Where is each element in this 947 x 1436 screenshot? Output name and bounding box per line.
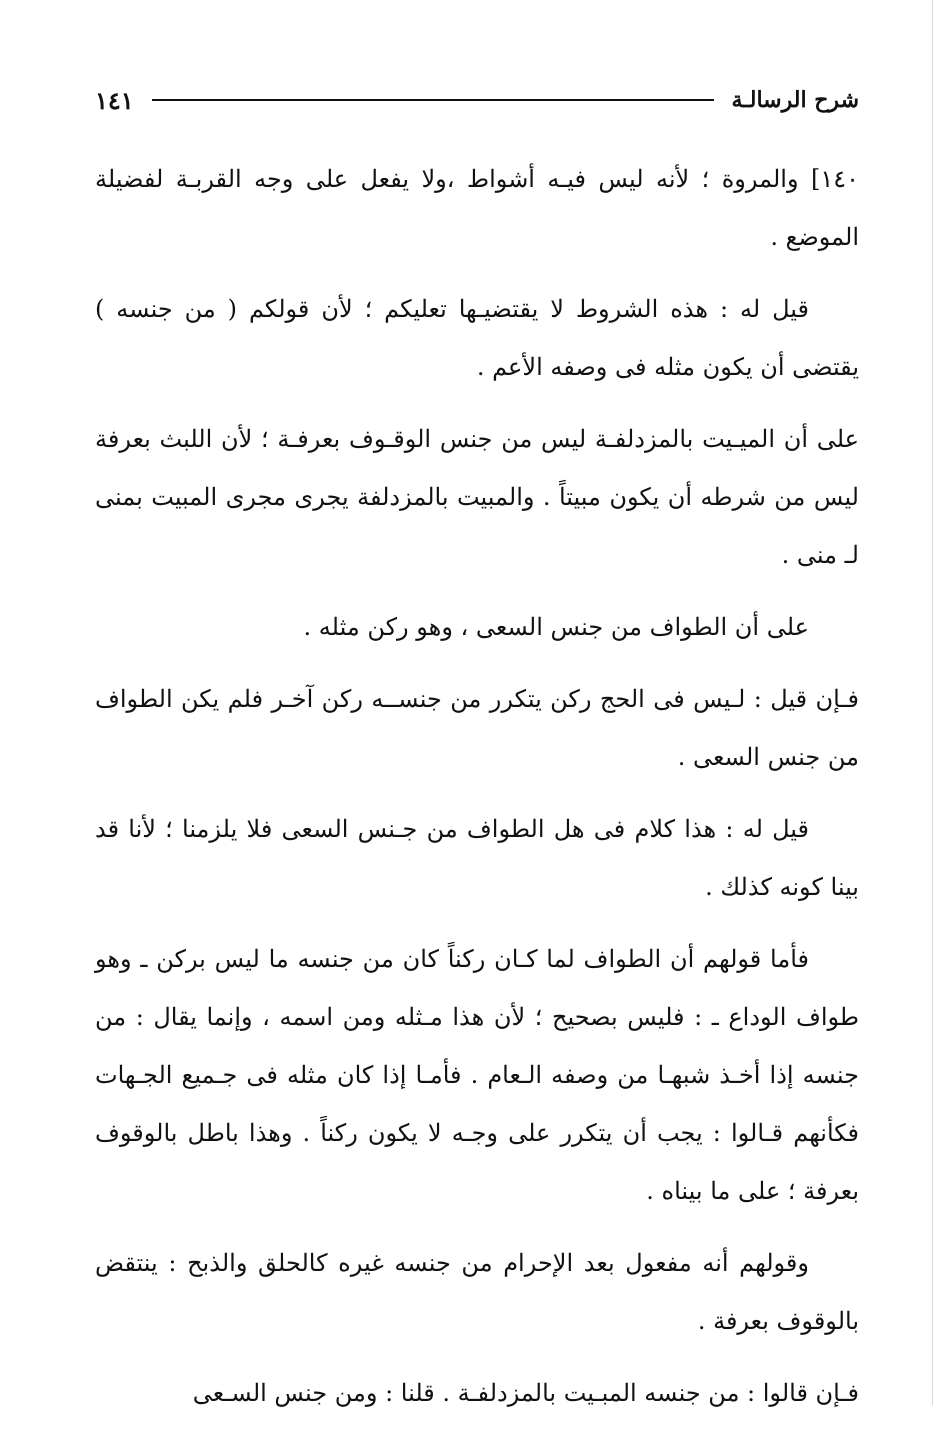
body-text <box>95 150 859 1436</box>
paragraph: فـإن قالوا : من جنسه المبـيت بالمزدلفـة . قلنا : ومن جنس السـعى <box>192 1379 859 1407</box>
gutter-line <box>932 0 933 1405</box>
paragraph: وقولهم أنه مفعول بعد الإحرام من جنسه غيره كالحلق والذبح : ينتقض بالوقوف بعرفة . <box>95 1249 859 1335</box>
paragraph: على أن الطواف من جنس السعى ، وهو ركن مثله . <box>303 613 809 641</box>
page-number: ١٤١ <box>95 85 134 115</box>
paragraph: على أن الميـيت بالمزدلفـة ليس من جنس الوقـوف بعرفـة ؛ لأن اللبث بعرفة ليس من شرطه أن يكون مبيتاً . والمبيت بالمزدلفة يجرى مجرى المبيت بمنى لـ منى . <box>95 425 859 569</box>
header-rule <box>152 99 714 101</box>
page-header <box>95 80 859 120</box>
paragraph: فـإن قيل : لـيس فى الحج ركن يتكرر من جنســه ركن آخـر فلم يكن الطواف من جنس السعى . <box>95 685 859 771</box>
paragraph: فأما قولهم أن الطواف لما كـان ركناً كان من جنسه ما ليس بركن ـ وهو طواف الوداع ـ : فليس بصحيح ؛ لأن هذا مـثله ومن اسمه ، وإنما يقال : من جنسه إذا أخـذ شبهـا من وصفه الـعام . فأمـا إذا كان مثله فى جـميع الجـهات فكأنهم قـالوا : يجب أن يتكرر على وجـه لا يكون ركناً . وهذا باطل بالوقوف بعرفة ؛ على ما بيناه . <box>95 945 859 1205</box>
paragraph: قيل له : هذا كلام فى هل الطواف من جـنس السعى فلا يلزمنا ؛ لأنا قد بينا كونه كذلك . <box>95 815 859 901</box>
paragraph: ١٤٠] والمروة ؛ لأنه ليس فيـه أشواط ،ولا يفعل على وجه القربـة لفضيلة الموضع . <box>95 165 859 251</box>
paragraph: قيل له : هذه الشروط لا يقتضيـها تعليكم ؛ لأن قولكم ( من جنسه ) يقتضى أن يكون مثله فى وصفه الأعم . <box>95 295 859 381</box>
running-head: شرح الرسالـة <box>731 87 859 113</box>
